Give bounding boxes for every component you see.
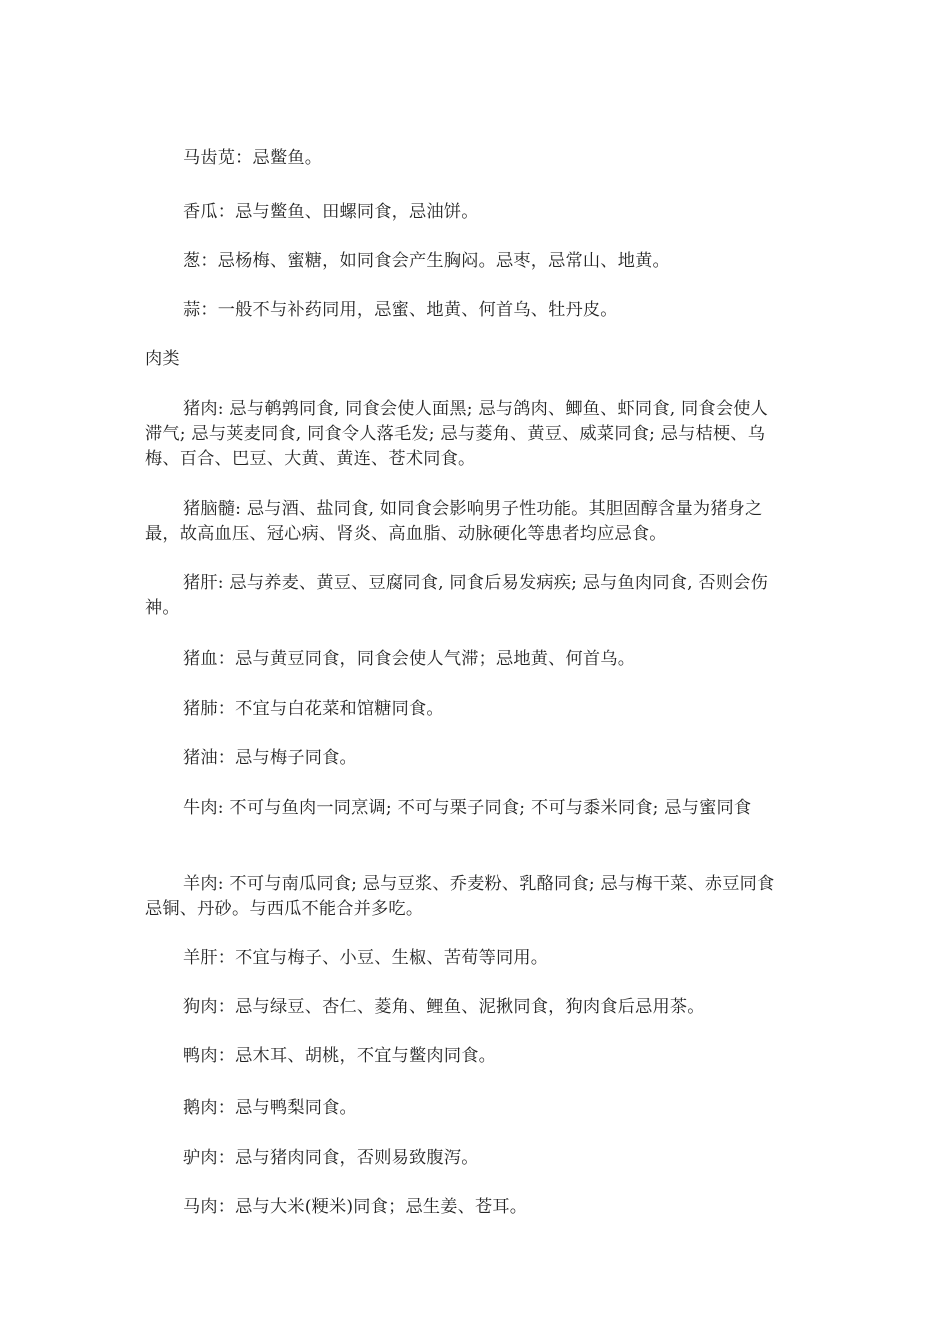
paragraph-dog-meat — [145, 995, 848, 1020]
section-heading-meat — [145, 347, 810, 372]
paragraph-line: 羊肝：不宜与梅子、小豆、生椒、苦荀等同用。 — [183, 948, 549, 968]
paragraph-pork-liver — [145, 571, 810, 621]
paragraph-line: 梅、百合、巴豆、大黄、黄连、苍术同食。 — [145, 449, 476, 469]
paragraph-donkey — [145, 1146, 848, 1171]
paragraph-line: 羊肉: 不可与南瓜同食; 忌与豆浆、乔麦粉、乳酪同食; 忌与梅干菜、赤豆同食 — [183, 874, 775, 894]
paragraph-garlic — [145, 298, 848, 323]
paragraph-pork-blood — [145, 647, 848, 672]
paragraph-line: 蒜：一般不与补药同用，忌蜜、地黄、何首乌、牡丹皮。 — [183, 300, 618, 320]
paragraph-scallion — [145, 249, 848, 274]
paragraph-line: 驴肉：忌与猪肉同食，否则易致腹泻。 — [183, 1148, 479, 1168]
paragraph-line: 马齿苋：忌鳖鱼。 — [183, 148, 323, 168]
paragraph-beef — [145, 796, 848, 821]
paragraph-line: 猪血：忌与黄豆同食，同食会使人气滞；忌地黄、何首乌。 — [183, 649, 636, 669]
paragraph-line: 猪脑髓: 忌与酒、盐同食, 如同食会影响男子性功能。其胆固醇含量为猪身之 — [183, 499, 763, 519]
paragraph-horse — [145, 1195, 848, 1220]
paragraph-duck — [145, 1044, 848, 1069]
paragraph-line: 最，故高血压、冠心病、肾炎、高血脂、动脉硬化等患者均应忌食。 — [145, 524, 667, 544]
paragraph-line: 鸭肉：忌木耳、胡桃，不宜与鳖肉同食。 — [183, 1046, 496, 1066]
paragraph-line: 滞气; 忌与荚麦同食, 同食令人落毛发; 忌与菱角、黄豆、威菜同食; 忌与桔梗、乌 — [145, 424, 766, 444]
paragraph-melon — [145, 200, 848, 225]
paragraph-line: 狗肉：忌与绿豆、杏仁、菱角、鲤鱼、泥揪同食，狗肉食后忌用茶。 — [183, 997, 705, 1017]
paragraph-mutton-liver — [145, 946, 848, 971]
paragraph-purslane — [145, 146, 848, 171]
paragraph-goose — [145, 1096, 848, 1121]
paragraph-mutton — [145, 872, 810, 922]
paragraph-line: 葱：忌杨梅、蜜糖，如同食会产生胸闷。忌枣，忌常山、地黄。 — [183, 251, 670, 271]
section-heading-text: 肉类 — [145, 349, 180, 369]
paragraph-line: 牛肉: 不可与鱼肉一同烹调; 不可与栗子同食; 不可与黍米同食; 忌与蜜同食 — [183, 798, 752, 818]
paragraph-line: 猪肝: 忌与养麦、黄豆、豆腐同食, 同食后易发病疾; 忌与鱼肉同食, 否则会伤 — [183, 573, 768, 593]
paragraph-line: 鹅肉：忌与鸭梨同食。 — [183, 1098, 357, 1118]
paragraph-line: 猪肺：不宜与白花菜和馆糖同食。 — [183, 699, 444, 719]
paragraph-pork-brain — [145, 497, 810, 547]
paragraph-line: 忌铜、丹砂。与西瓜不能合并多吃。 — [145, 899, 424, 919]
paragraph-line: 马肉：忌与大米(粳米)同食；忌生姜、苍耳。 — [183, 1197, 528, 1217]
paragraph-pork-lung — [145, 697, 848, 722]
paragraph-line: 香瓜：忌与鳖鱼、田螺同食，忌油饼。 — [183, 202, 479, 222]
paragraph-line: 神。 — [145, 598, 180, 618]
paragraph-lard — [145, 746, 848, 771]
paragraph-line: 猪肉: 忌与鹌鹑同食, 同食会使人面黑; 忌与鸽肉、鲫鱼、虾同食, 同食会使人 — [183, 399, 768, 419]
paragraph-line: 猪油：忌与梅子同食。 — [183, 748, 357, 768]
paragraph-pork — [145, 397, 810, 472]
